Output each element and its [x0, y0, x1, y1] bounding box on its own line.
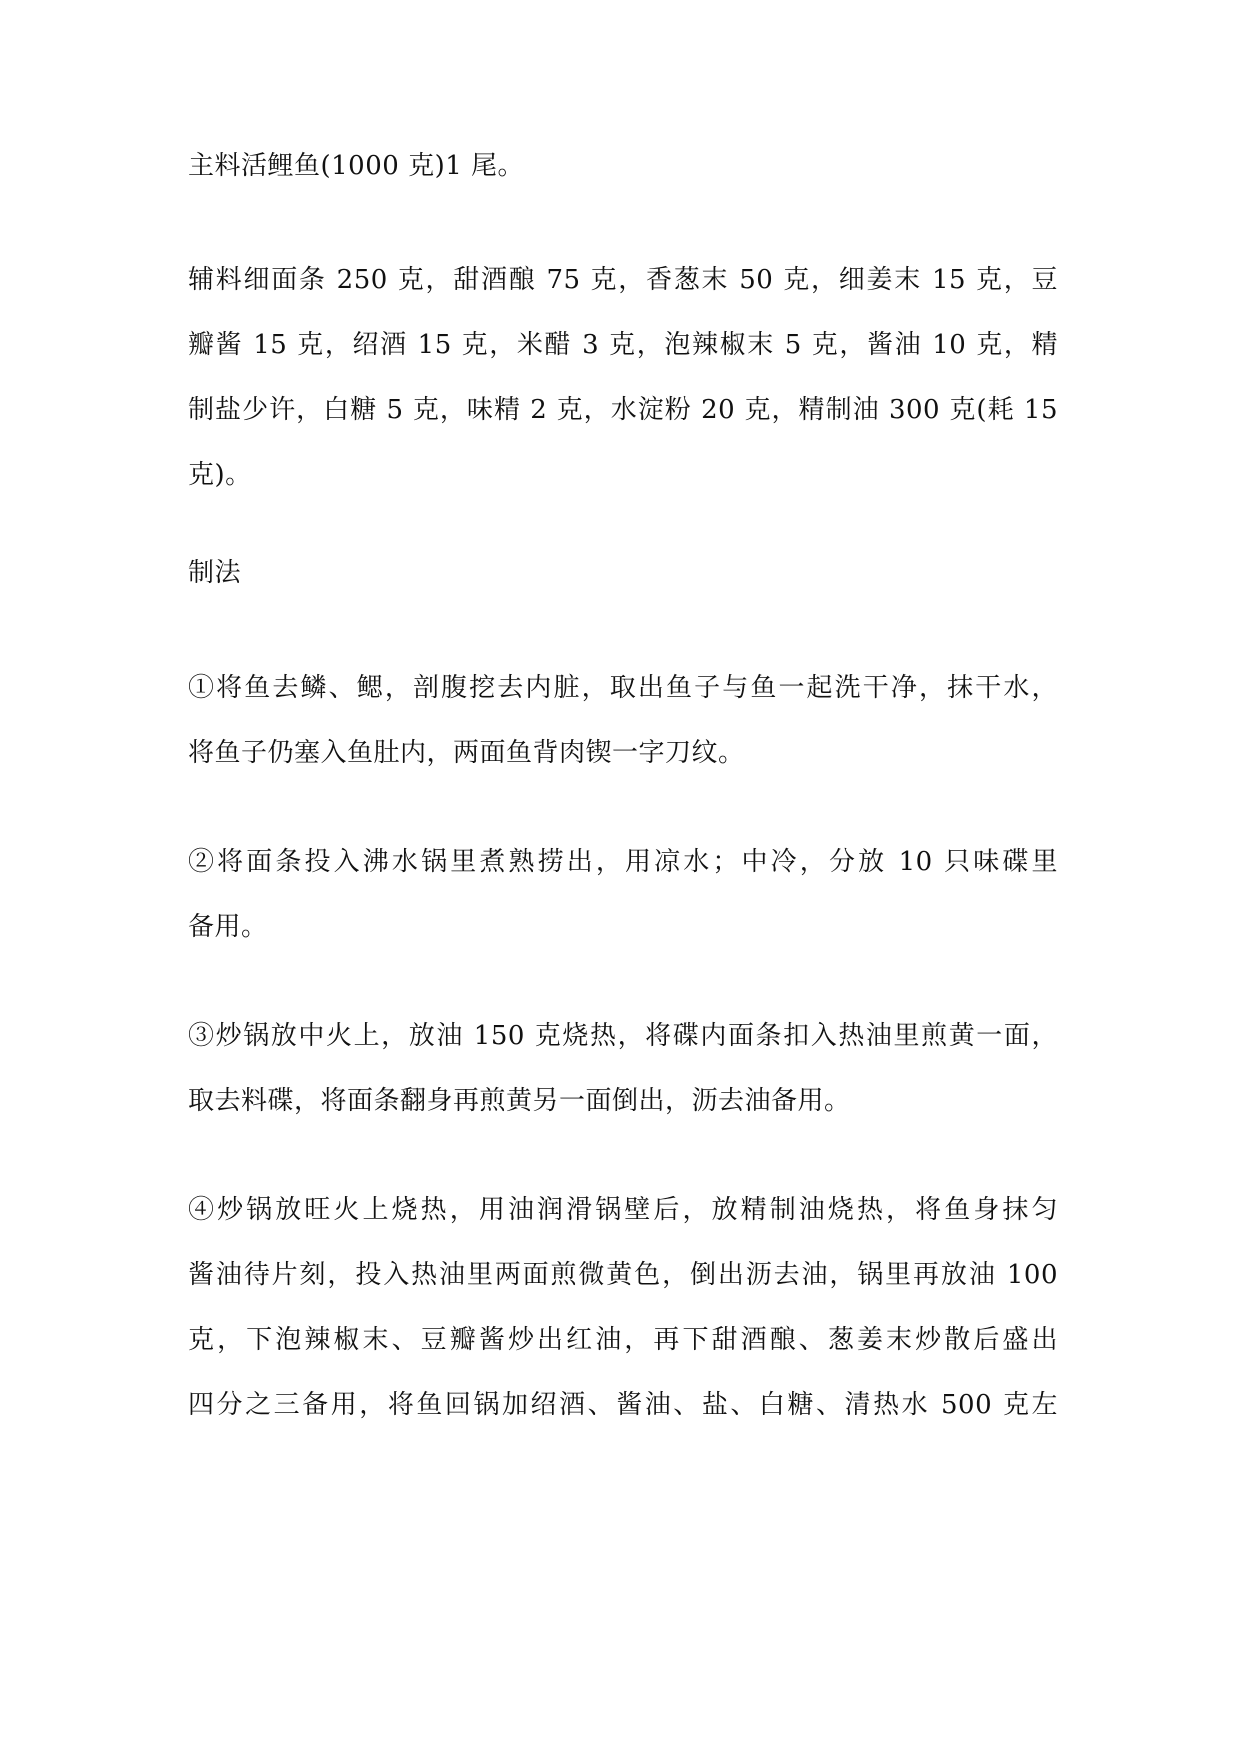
main-ingredients-paragraph [188, 134, 1058, 199]
text-line: 瓣酱 15 克，绍酒 15 克，米醋 3 克，泡辣椒末 5 克，酱油 10 克，精 [188, 330, 1058, 360]
auxiliary-ingredients-paragraph [188, 248, 1058, 508]
step-2-paragraph [188, 830, 1058, 960]
text-line: 克，下泡辣椒末、豆瓣酱炒出红油，再下甜酒酿、葱姜末炒散后盛出 [188, 1325, 1058, 1355]
text-line: ③炒锅放中火上，放油 150 克烧热，将碟内面条扣入热油里煎黄一面， [188, 1021, 1058, 1051]
method-heading [188, 541, 1058, 606]
text-line: ④炒锅放旺火上烧热，用油润滑锅壁后，放精制油烧热，将鱼身抹匀 [188, 1195, 1058, 1225]
step-3-paragraph [188, 1004, 1058, 1134]
text-line: 四分之三备用，将鱼回锅加绍酒、酱油、盐、白糖、清热水 500 克左 [188, 1390, 1058, 1420]
text-line: 主料活鲤鱼(1000 克)1 尾。 [188, 151, 525, 181]
text-line: 辅料细面条 250 克，甜酒酿 75 克，香葱末 50 克，细姜末 15 克，豆 [188, 265, 1058, 295]
text-line: ①将鱼去鳞、鳃，剖腹挖去内脏，取出鱼子与鱼一起洗干净，抹干水， [188, 673, 1058, 703]
text-line: 备用。 [188, 912, 268, 942]
text-line: 克)。 [188, 460, 252, 490]
text-line: 制盐少许，白糖 5 克，味精 2 克，水淀粉 20 克，精制油 300 克(耗 15 [188, 395, 1058, 425]
text-line: 酱油待片刻，投入热油里两面煎微黄色，倒出沥去油，锅里再放油 100 [188, 1260, 1058, 1290]
text-line: ②将面条投入沸水锅里煮熟捞出，用凉水；中冷，分放 10 只味碟里 [188, 847, 1058, 877]
step-4-paragraph [188, 1178, 1058, 1438]
step-1-paragraph [188, 656, 1058, 786]
text-line: 将鱼子仍塞入鱼肚内，两面鱼背肉锲一字刀纹。 [188, 738, 745, 768]
text-line: 制法 [188, 558, 242, 588]
text-line: 取去料碟，将面条翻身再煎黄另一面倒出，沥去油备用。 [188, 1086, 851, 1116]
